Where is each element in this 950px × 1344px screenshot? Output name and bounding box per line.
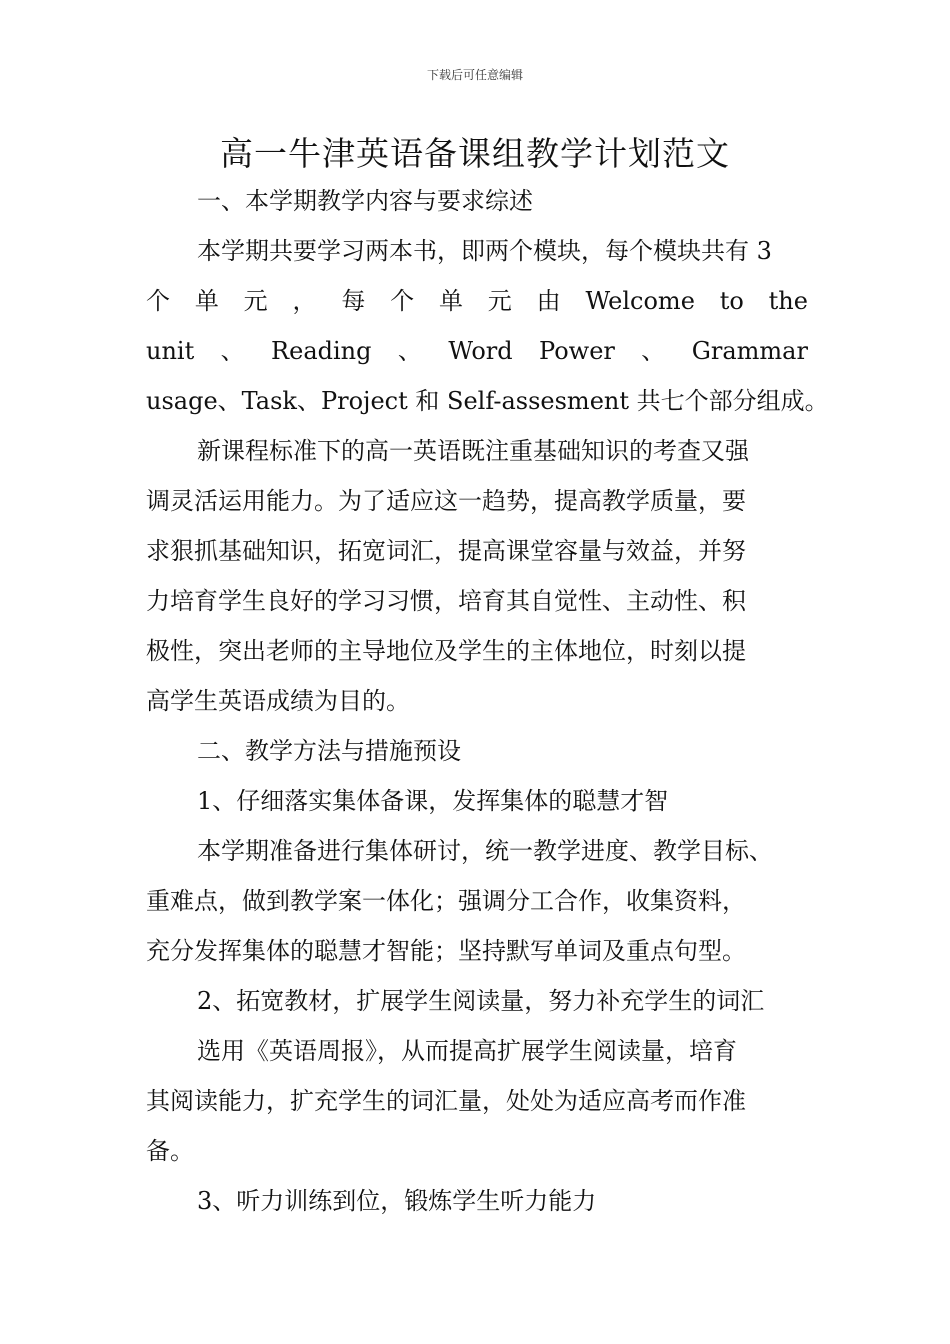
paragraph-1-token: 、 (397, 337, 422, 365)
paragraph-2-line-6: 高学生英语成绩为目的。 (146, 687, 410, 715)
paragraph-1-token: 元 (243, 287, 268, 315)
paragraph-1-line-4: usage、Task、Project 和 Self-assesment 共七个部分组成。 (146, 387, 829, 415)
paragraph-1-token: 、 (220, 337, 245, 365)
paragraph-1-token: Reading (271, 337, 372, 365)
paragraph-3-line-2: 重难点，做到教学案一体化；强调分工合作，收集资料， (146, 887, 746, 915)
paragraph-1-token: to (719, 287, 744, 315)
paragraph-1-token: 元 (487, 287, 512, 315)
paragraph-1-token: Grammar (691, 337, 808, 365)
paragraph-1-token: 每 (341, 287, 366, 315)
paragraph-3-line-3: 充分发挥集体的聪慧才智能；坚持默写单词及重点句型。 (146, 937, 746, 965)
paragraph-1-token: 由 (536, 287, 561, 315)
paragraph-1-token: 单 (194, 287, 219, 315)
section-heading-2: 二、教学方法与措施预设 (197, 737, 461, 765)
paragraph-2-line-2: 调灵活运用能力。为了适应这一趋势，提高教学质量，要 (146, 487, 746, 515)
paragraph-1-token: 个 (146, 287, 170, 315)
item-heading-3: 3、听力训练到位，锻炼学生听力能力 (197, 1187, 597, 1215)
paragraph-2-line-1: 新课程标准下的高一英语既注重基础知识的考查又强 (197, 437, 749, 465)
paragraph-4-line-3: 备。 (146, 1137, 194, 1165)
paragraph-1-line-1: 本学期共要学习两本书，即两个模块，每个模块共有 3 (197, 237, 772, 265)
paragraph-1-token: Power (539, 337, 615, 365)
section-heading-1: 一、本学期教学内容与要求综述 (197, 187, 533, 215)
paragraph-4-line-1: 选用《英语周报》，从而提高扩展学生阅读量，培育 (197, 1037, 737, 1065)
paragraph-2-line-4: 力培育学生良好的学习习惯，培育其自觉性、主动性、积 (146, 587, 746, 615)
paragraph-2-line-3: 求狠抓基础知识，拓宽词汇，提高课堂容量与效益，并努 (146, 537, 746, 565)
paragraph-1-token: ， (292, 287, 317, 315)
page-title: 高一牛津英语备课组教学计划范文 (220, 134, 730, 173)
header-note: 下载后可任意编辑 (426, 68, 523, 82)
paragraph-3-line-1: 本学期准备进行集体研讨，统一教学进度、教学目标、 (197, 837, 773, 865)
paragraph-1-line-3 (146, 336, 808, 366)
paragraph-1-token: Welcome (585, 287, 695, 315)
paragraph-1-token: 个 (390, 287, 415, 315)
paragraph-1-token: the (768, 287, 808, 315)
paragraph-1-token: 单 (438, 287, 463, 315)
paragraph-1-token: unit (146, 337, 195, 365)
paragraph-4-line-2: 其阅读能力，扩充学生的词汇量，处处为适应高考而作准 (146, 1087, 746, 1115)
item-heading-1: 1、仔细落实集体备课，发挥集体的聪慧才智 (197, 787, 669, 815)
paragraph-2-line-5: 极性，突出老师的主导地位及学生的主体地位，时刻以提 (146, 637, 746, 665)
item-heading-2: 2、拓宽教材，扩展学生阅读量，努力补充学生的词汇 (197, 987, 765, 1015)
paragraph-1-token: 、 (641, 337, 666, 365)
paragraph-1-token: Word (448, 337, 513, 365)
paragraph-1-line-2 (146, 286, 808, 316)
